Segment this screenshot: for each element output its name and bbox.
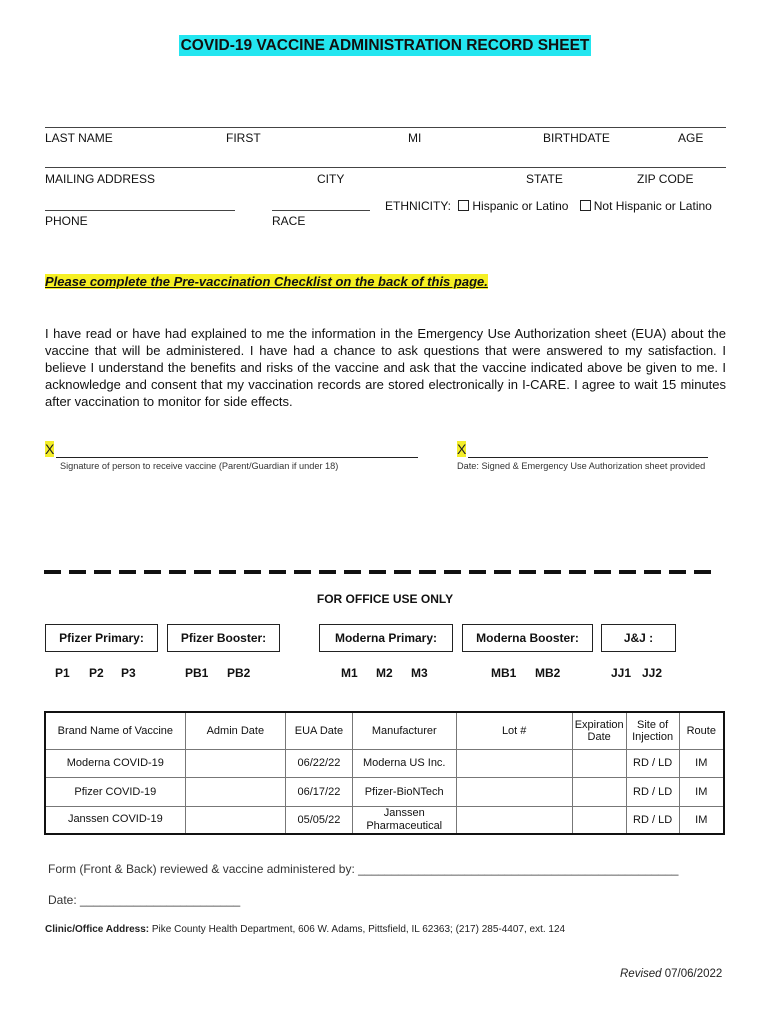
reviewed-by-field[interactable]: Form (Front & Back) reviewed & vaccine administered by: ________________________________________________ <box>48 862 679 876</box>
clinic-address-label: Clinic/Office Address: <box>45 924 150 935</box>
row1-line[interactable] <box>45 127 726 128</box>
code-p1[interactable]: P1 <box>55 666 70 680</box>
code-mb1[interactable]: MB1 <box>491 666 517 680</box>
table-header: Admin Date <box>185 712 285 749</box>
revision-note <box>620 968 722 980</box>
cut-line-dash <box>644 570 661 574</box>
clinic-address <box>45 924 565 935</box>
cut-line-dash <box>369 570 386 574</box>
table-header: Route <box>679 712 724 749</box>
hispanic-checkbox[interactable] <box>458 200 469 211</box>
cut-line-dash <box>469 570 486 574</box>
brand-cell: Janssen COVID-19 <box>45 806 185 834</box>
signature-line[interactable] <box>56 457 418 458</box>
route-cell: IM <box>679 749 724 777</box>
cut-line-dash <box>444 570 461 574</box>
phone-label: PHONE <box>45 214 88 228</box>
cut-line-dash <box>169 570 186 574</box>
birthdate-label: BIRTHDATE <box>543 131 610 145</box>
table-header: Expiration Date <box>572 712 626 749</box>
ethnicity-group <box>385 199 712 213</box>
lot-cell[interactable] <box>456 806 572 834</box>
cut-line-dash <box>419 570 436 574</box>
eua-date-cell: 06/17/22 <box>286 777 353 806</box>
moderna-booster-box: Moderna Booster: <box>462 624 593 652</box>
expiration-cell[interactable] <box>572 806 626 834</box>
cut-line-dash <box>544 570 561 574</box>
revised-date: 07/06/2022 <box>664 968 723 980</box>
cut-line-dash <box>344 570 361 574</box>
moderna-primary-box: Moderna Primary: <box>319 624 453 652</box>
lot-cell[interactable] <box>456 777 572 806</box>
table-header-row <box>45 712 724 749</box>
ethnicity-label: ETHNICITY: <box>385 199 452 213</box>
last-name-label: LAST NAME <box>45 131 113 145</box>
code-p2[interactable]: P2 <box>89 666 104 680</box>
admin-date-cell[interactable] <box>185 777 285 806</box>
hispanic-label: Hispanic or Latino <box>472 199 569 213</box>
expiration-cell[interactable] <box>572 749 626 777</box>
cut-line-dash <box>669 570 686 574</box>
office-use-heading: FOR OFFICE USE ONLY <box>316 592 454 606</box>
race-line[interactable] <box>272 210 370 211</box>
cut-line-dash <box>244 570 261 574</box>
table-header: Brand Name of Vaccine <box>45 712 185 749</box>
site-cell[interactable]: RD / LD <box>626 777 679 806</box>
site-cell[interactable]: RD / LD <box>626 806 679 834</box>
code-jj2[interactable]: JJ2 <box>642 666 663 680</box>
pfizer-primary-box: Pfizer Primary: <box>45 624 158 652</box>
manufacturer-cell: Moderna US Inc. <box>352 749 456 777</box>
cut-line-dash <box>594 570 611 574</box>
route-cell: IM <box>679 806 724 834</box>
cut-line-dash <box>44 570 61 574</box>
cut-line-dash <box>194 570 211 574</box>
code-m3[interactable]: M3 <box>411 666 428 680</box>
cut-line-dash <box>144 570 161 574</box>
code-pb2[interactable]: PB2 <box>227 666 251 680</box>
cut-line-dash <box>394 570 411 574</box>
jj-box: J&J : <box>601 624 676 652</box>
signature-caption: Signature of person to receive vaccine (Parent/Guardian if under 18) <box>60 461 339 471</box>
table-header: Lot # <box>456 712 572 749</box>
expiration-cell[interactable] <box>572 777 626 806</box>
table-header: Site of Injection <box>626 712 679 749</box>
eua-date-cell: 06/22/22 <box>286 749 353 777</box>
form-title: COVID-19 VACCINE ADMINISTRATION RECORD SHEET <box>180 37 590 54</box>
code-jj1[interactable]: JJ1 <box>611 666 632 680</box>
admin-date-cell[interactable] <box>185 749 285 777</box>
row2-line[interactable] <box>45 167 726 168</box>
site-cell[interactable]: RD / LD <box>626 749 679 777</box>
phone-line[interactable] <box>45 210 235 211</box>
cut-line-dash <box>119 570 136 574</box>
not-hispanic-checkbox[interactable] <box>580 200 591 211</box>
table-row <box>45 806 724 834</box>
eua-date-cell: 05/05/22 <box>286 806 353 834</box>
cut-line-dash <box>494 570 511 574</box>
date-x-mark: X <box>457 441 467 457</box>
vaccine-table <box>44 711 725 835</box>
cut-line-dash <box>94 570 111 574</box>
table-row <box>45 777 724 806</box>
cut-line-dash <box>269 570 286 574</box>
route-cell: IM <box>679 777 724 806</box>
signature-x-mark: X <box>45 441 55 457</box>
mailing-address-label: MAILING ADDRESS <box>45 172 156 186</box>
zip-code-label: ZIP CODE <box>637 172 694 186</box>
admin-date-cell[interactable] <box>185 806 285 834</box>
table-header: EUA Date <box>286 712 353 749</box>
date-caption: Date: Signed & Emergency Use Authorization sheet provided <box>457 461 706 471</box>
footer-date-field[interactable]: Date: ________________________ <box>48 893 241 907</box>
code-pb1[interactable]: PB1 <box>185 666 209 680</box>
code-m1[interactable]: M1 <box>341 666 358 680</box>
date-signed-line[interactable] <box>468 457 708 458</box>
revised-label: Revised <box>620 968 662 980</box>
manufacturer-cell: Pfizer-BioNTech <box>352 777 456 806</box>
race-label: RACE <box>272 214 306 228</box>
state-label: STATE <box>526 172 563 186</box>
mi-label: MI <box>408 131 422 145</box>
city-label: CITY <box>317 172 345 186</box>
pfizer-booster-box: Pfizer Booster: <box>167 624 280 652</box>
cut-line-dash <box>219 570 236 574</box>
cut-line-dash <box>519 570 536 574</box>
not-hispanic-label: Not Hispanic or Latino <box>593 199 712 213</box>
table-header: Manufacturer <box>352 712 456 749</box>
code-mb2[interactable]: MB2 <box>535 666 561 680</box>
cut-line-dash <box>569 570 586 574</box>
cut-line-dash <box>619 570 636 574</box>
cut-line-dash <box>694 570 711 574</box>
table-row <box>45 749 724 777</box>
cut-line-dash <box>319 570 336 574</box>
cut-line-dash <box>294 570 311 574</box>
lot-cell[interactable] <box>456 749 572 777</box>
consent-paragraph: I have read or have had explained to me the information in the Emergency Use Authorization sheet (EUA) about the vaccine that will be administered. I have had a chance to ask questions that were answered to my satisfaction. I believe I understand the benefits and risks of the vaccine and ask that the vaccine indicated above be given to me. I acknowledge and consent that my vaccination records are stored electronically in I-CARE. I agree to wait 15 minutes after vaccination to monitor for side effects. <box>45 326 726 409</box>
first-name-label: FIRST <box>226 131 261 145</box>
clinic-address-text: Pike County Health Department, 606 W. Adams, Pittsfield, IL 62363; (217) 285-4407, ext. 124 <box>151 924 566 935</box>
checklist-notice: Please complete the Pre-vaccination Checklist on the back of this page. <box>45 274 488 289</box>
manufacturer-cell: Janssen Pharmaceutical <box>352 806 456 834</box>
brand-cell: Pfizer COVID-19 <box>45 777 185 806</box>
code-p3[interactable]: P3 <box>121 666 136 680</box>
brand-cell: Moderna COVID-19 <box>45 749 185 777</box>
code-m2[interactable]: M2 <box>376 666 393 680</box>
age-label: AGE <box>678 131 704 145</box>
cut-line-dash <box>69 570 86 574</box>
